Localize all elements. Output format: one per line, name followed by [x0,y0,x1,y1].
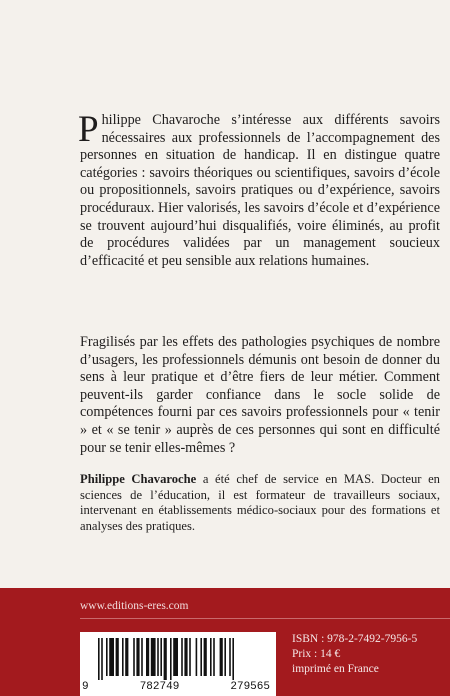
barcode-digit-lead: 9 [82,681,89,693]
author-bio-text-1: a été chef de service en [202,472,338,486]
printed-in: imprimé en France [292,663,379,675]
barcode-digit-group-1: 782749 [139,681,180,693]
footer-divider [80,618,450,619]
drop-cap: P [78,109,99,150]
footer-band [0,588,450,696]
barcode-digits [80,681,276,693]
publisher-website: www.editions-eres.com [80,600,189,612]
author-bio-abbr: MAS [343,472,372,486]
barcode [80,632,276,696]
summary-paragraph-1-text: hilippe Chavaroche s’intéresse aux différents savoirs nécessaires aux professionnels de l’accompagnement des personnes en situation de handicap. Il en distingue quatre catégories : savoirs théoriques ou scientifiques, savoirs d’école ou propositionnels, savoirs pratiques ou d’expérience, savoirs procéduraux. Hier valorisés, les savoirs d’école et d’expérience se trouvent aujourd’hui disqualifiés, voire éliminés, au profit de procédures validées par un management soucieux d’efficacité et peu sensible aux relations humaines. [80,112,440,269]
isbn: ISBN : 978-2-7492-7956-5 [292,633,418,645]
summary-paragraph-2: Fragilisés par les effets des pathologies psychiques de nombre d’usagers, les professionnels démunis ont besoin de donner du sens à leur pratique et d’être fiers de leur métier. Comment peuvent-ils garder confiance dans le socle solide de compétences fourni par ces savoirs professionnels pour « tenir » et « se tenir » auprès de ces personnes qui sont en difficulté pour se tenir elles-mêmes ? [80,334,440,456]
author-bio-text-2: . Docteur en sciences de l’éducation, il est formateur de travailleurs sociaux, intervenant en établissements médico-sociaux pour des formations et analyses des pratiques. [80,472,440,533]
author-name: Philippe Chavaroche [80,472,197,486]
barcode-digit-group-2: 279565 [230,681,270,693]
summary-paragraph-1 [78,109,440,270]
author-bio [80,472,440,534]
barcode-bars-icon [94,638,270,680]
publication-info [292,632,417,677]
price: Prix : 14 € [292,648,341,660]
